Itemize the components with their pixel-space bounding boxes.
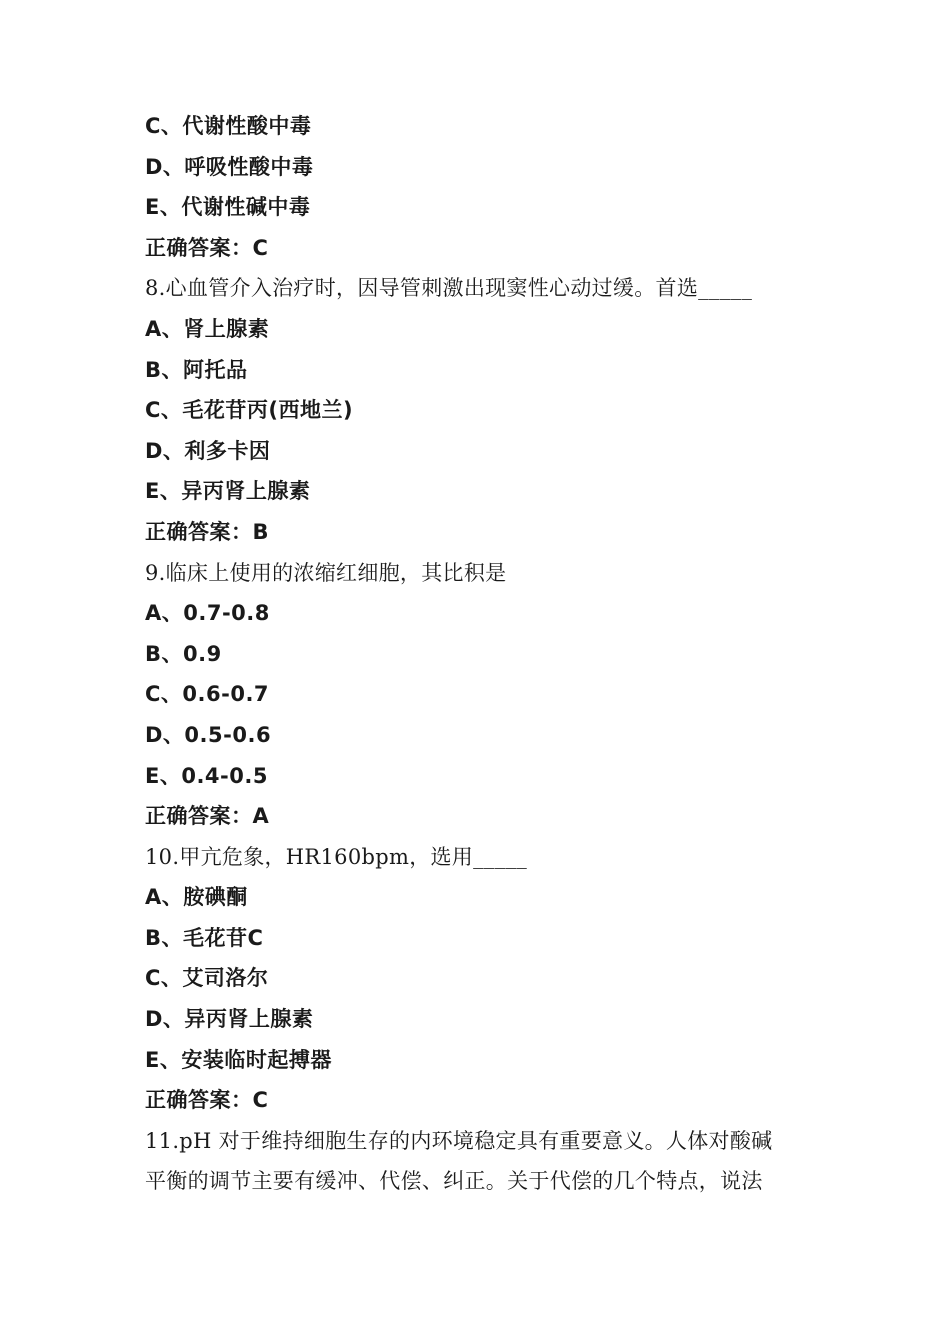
option-e: E、异丙肾上腺素 [145, 479, 311, 504]
option-c: C、代谢性酸中毒 [145, 114, 312, 138]
option-d: D、利多卡因 [145, 438, 271, 463]
question-list [145, 106, 815, 1202]
question-11-line-2: 平衡的调节主要有缓冲、代偿、纠正。关于代偿的几个特点，说法 [145, 1169, 763, 1194]
option-a: A、胺碘酮 [145, 885, 248, 910]
option-d: D、异丙肾上腺素 [145, 1007, 314, 1032]
option-e: E、0.4-0.5 [145, 763, 268, 788]
option-a: A、肾上腺素 [145, 316, 270, 341]
option-c: C、艾司洛尔 [145, 966, 269, 991]
option-d: D、呼吸性酸中毒 [145, 154, 314, 179]
option-c: C、0.6-0.7 [145, 682, 270, 707]
option-b: B、0.9 [145, 641, 222, 666]
option-e: E、代谢性碱中毒 [145, 195, 311, 220]
question-11-line-1: 11.pH 对于维持细胞生存的内环境稳定具有重要意义。人体对酸碱 [145, 1128, 773, 1153]
answer-line: 正确答案：C [145, 1088, 269, 1113]
option-d: D、0.5-0.6 [145, 722, 272, 747]
option-a: A、0.7-0.8 [145, 601, 270, 626]
answer-line: 正确答案：C [145, 235, 269, 260]
answer-line: 正确答案：A [145, 804, 270, 829]
question-8: 8.心血管介入治疗时，因导管刺激出现窦性心动过缓。首选_____ [145, 276, 753, 301]
question-10: 10.甲亢危象，HR160bpm，选用_____ [145, 844, 528, 869]
question-9: 9.临床上使用的浓缩红细胞，其比积是 [145, 560, 507, 585]
answer-line: 正确答案：B [145, 519, 270, 544]
option-b: B、阿托品 [145, 357, 248, 382]
option-b: B、毛花苷C [145, 925, 264, 950]
option-e: E、安装临时起搏器 [145, 1047, 332, 1072]
option-c: C、毛花苷丙(西地兰) [145, 398, 354, 423]
